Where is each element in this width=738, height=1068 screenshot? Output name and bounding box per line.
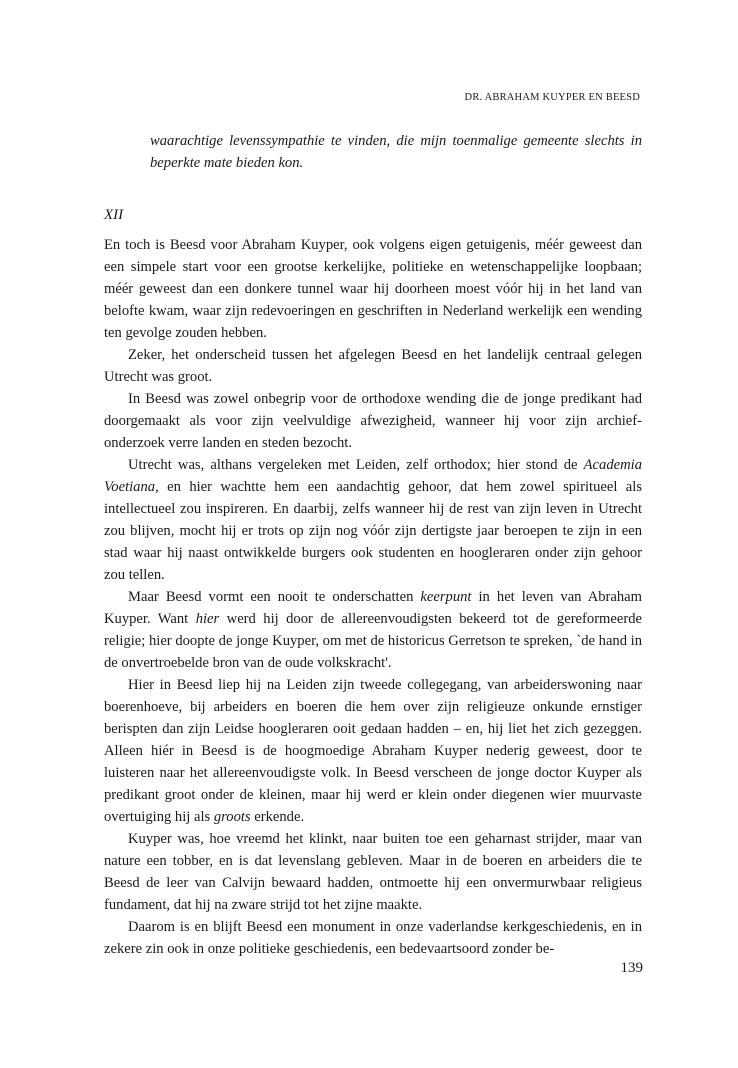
paragraph: In Beesd was zowel onbegrip voor de orthodoxe wending die de jonge predikant had doorgemaakt als voor zijn veelvuldige afwezigheid, wanneer hij voor zijn archief-onderzoek verre landen en steden bezocht. xyxy=(104,391,642,451)
section-number: XII xyxy=(104,207,124,223)
quote-continuation: waarachtige levenssympathie te vinden, die mijn toenmalige gemeente slechts in beperkte mate bieden kon. xyxy=(150,133,642,171)
paragraph: Utrecht was, althans vergeleken met Leiden, zelf orthodox; hier stond de Academia Voetiana, en hier wachtte hem een aandachtig gehoor, dat hem zowel spiritueel als intellectueel zou inspireren. En daarbij, zelfs wanneer hij de rest van zijn leven in Utrecht zou blijven, mocht hij er trots op zijn nog vóór zijn dertigste jaar beroepen te zijn in een stad waar hij naast ontwikkelde burgers ook studenten en hoogleraren onder zijn gehoor zou tellen. xyxy=(104,457,642,583)
paragraph: En toch is Beesd voor Abraham Kuyper, ook volgens eigen getuigenis, méér geweest dan een simpele start voor een grootse kerkelijke, politieke en wetenschappelijke loopbaan; méér geweest dan een donkere tunnel waar hij doorheen moest vóór hij in het land van belofte kwam, waar zijn redevoeringen en geschriften in Nederland werkelijk een wending ten gevolge zouden hebben. xyxy=(104,237,642,341)
body-text xyxy=(104,234,642,960)
emphasis: keerpunt xyxy=(420,589,472,605)
emphasis: hier xyxy=(195,611,220,627)
page-number: 139 xyxy=(620,960,643,976)
paragraph: Hier in Beesd liep hij na Leiden zijn tweede collegegang, van arbeiderswoning naar boerenhoeve, bij arbeiders en boeren die hem over zijn religieuze onkunde ernstiger berispten dan zijn Leidse hoogleraren ooit gedaan hadden – en, hij liet het zich gezeggen. Alleen hiér in Beesd is de hoogmoedige Abraham Kuyper nederig geweest, door te luisteren naar het allereenvoudigste volk. In Beesd verscheen de jonge doctor Kuyper als predikant groot onder de kleinen, maar hij werd er klein onder diegenen wier muurvaste overtuiging hij als groots erkende. xyxy=(104,677,642,825)
paragraph: Daarom is en blijft Beesd een monument in onze vaderlandse kerkgeschiedenis, en in zekere zin ook in onze politieke geschiedenis, een bedevaartsoord zonder be- xyxy=(104,919,642,957)
running-head: DR. ABRAHAM KUYPER EN BEESD xyxy=(464,92,640,103)
paragraph: Maar Beesd vormt een nooit te onderschatten keerpunt in het leven van Abraham Kuyper. Want hier werd hij door de allereenvoudigsten bekeerd tot de gereformeerde religie; hier doopte de jonge Kuyper, om met de historicus Gerretson te spreken, `de hand in de onvertroebelde bron van de oude volkskracht'. xyxy=(104,589,643,671)
emphasis: groots xyxy=(213,809,251,825)
paragraph: Kuyper was, hoe vreemd het klinkt, naar buiten toe een geharnast strijder, maar van nature een tobber, en is dat levenslang gebleven. Maar in de boeren en arbeiders die te Beesd de leer van Calvijn bewaard hadden, ontmoette hij een onvermurwbaar religieus fundament, dat hij na zware strijd tot het zijne maakte. xyxy=(104,831,642,913)
emphasis: Academia Voetiana xyxy=(104,457,642,495)
paragraph: Zeker, het onderscheid tussen het afgelegen Beesd en het landelijk centraal gelegen Utrecht was groot. xyxy=(104,347,642,385)
